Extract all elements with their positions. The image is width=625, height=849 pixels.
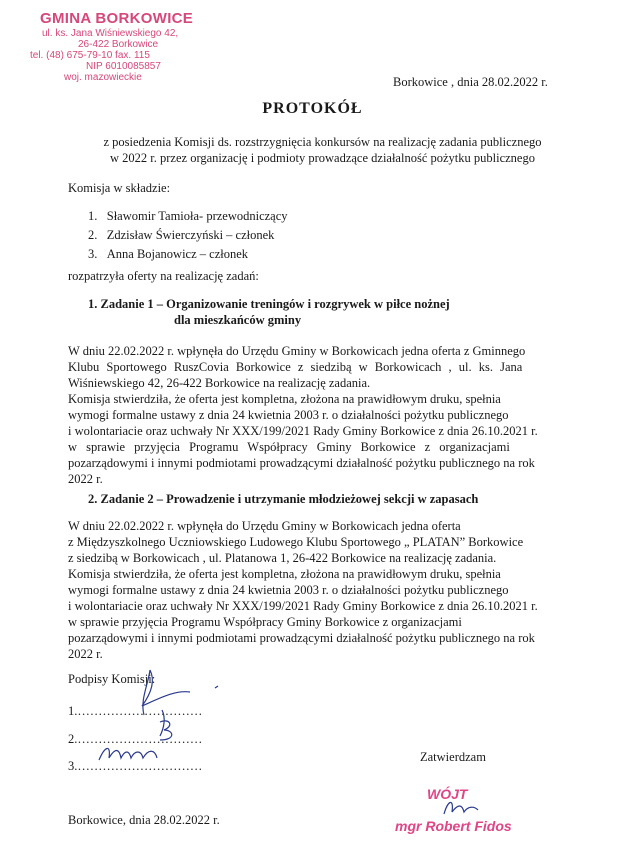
signature-line-1: 1.………………………… xyxy=(68,704,203,718)
members-list xyxy=(88,207,288,264)
stamp-line: tel. (48) 675-79-10 fax. 115 xyxy=(30,50,150,61)
stamp-line: 26-422 Borkowice xyxy=(78,39,159,50)
signature-line-2: 2.………………………… xyxy=(68,732,203,746)
list-item: 3. Anna Bojanowicz – członek xyxy=(88,247,249,261)
stamp-line: woj. mazowieckie xyxy=(64,72,142,83)
reviewed-text: rozpatrzyła oferty na realizację zadań: xyxy=(68,269,259,283)
signature-line-3: 3.………………………… xyxy=(68,759,203,773)
committee-intro: Komisja w składzie: xyxy=(68,181,171,195)
task1-heading: 1. Zadanie 1 – Organizowanie treningów i rozgrywek w piłce nożnej dla mieszkańców gminy xyxy=(88,297,450,327)
list-item: 2. Zdzisław Świerczyński – członek xyxy=(88,228,275,242)
place-date: Borkowice , dnia 28.02.2022 r. xyxy=(393,75,548,89)
subtitle-line: z posiedzenia Komisji ds. rozstrzygnięcia konkursów na realizację zadania publicznego xyxy=(103,135,542,149)
signature-scribble-3 xyxy=(95,738,175,768)
mayor-name: mgr Robert Fidos xyxy=(395,818,512,834)
signatures-label: Podpisy Komisji: xyxy=(68,672,156,686)
page-title: PROTOKÓŁ xyxy=(262,100,363,117)
task2-body: W dniu 22.02.2022 r. wpłynęła do Urzędu Gminy w Borkowicach jedna oferta z Międzyszkolnego Uczniowskiego Ludowego Klubu Sportowego „ PLATAN” Borkowice z siedzibą w Borkowicach , ul. Platanowa 1, 26-422 Borkowice na realizację zadania. Komisja stwierdziła, że oferta jest kompletna, złożona na prawidłowym druku, spełnia wymogi formalne ustawy z dnia 24 kwietnia 2003 r. o działalności pożytku publicznego i wolontariacie oraz uchwały Nr XXX/199/2021 Rady Gminy Borkowice z dnia 26.10.2021 r. w sprawie przyjęcia Programu Współpracy Gminy Borkowice z organizacjami pozarządowymi i innymi podmiotami prowadzącymi działalność pożytku publicznego na rok 2022 r. xyxy=(68,519,538,661)
stamp-name: GMINA BORKOWICE xyxy=(40,10,194,27)
mayor-signature xyxy=(440,796,490,820)
task1-body: W dniu 22.02.2022 r. wpłynęła do Urzędu Gminy w Borkowicach jedna oferta z Gminnego Klubu Sportowego RuszCovia Borkowice z siedzibą w Borkowicach , ul. ks. Jana Wiśniewskiego 42, 26-422 Borkowice na realizację zadania. Komisja stwierdziła, że oferta jest kompletna, złożona na prawidłowym druku, spełnia wymogi formalne ustawy z dnia 24 kwietnia 2003 r. o działalności pożytku publicznego i wolontariacie oraz uchwały Nr XXX/199/2021 Rady Gminy Borkowice z dnia 26.10.2021 r. w sprawie przyjęcia Programu Współpracy Gminy Borkowice z organizacjami pozarządowymi i innymi podmiotami prowadzącymi działalność pożytku publicznego na rok 2022 r. xyxy=(68,344,538,486)
mayor-title: WÓJT xyxy=(427,786,468,802)
subtitle xyxy=(40,134,605,166)
footer-date: Borkowice, dnia 28.02.2022 r. xyxy=(68,813,220,827)
task2-heading: 2. Zadanie 2 – Prowadzenie i utrzymanie młodzieżowej sekcji w zapasach xyxy=(88,492,479,506)
approve-label: Zatwierdzam xyxy=(420,750,486,764)
stamp-line: NIP 6010085857 xyxy=(86,61,161,72)
list-item: 1. Sławomir Tamioła- przewodniczący xyxy=(88,209,288,223)
subtitle-line: w 2022 r. przez organizację i podmioty prowadzące działalność pożytku publicznego xyxy=(110,151,535,165)
stamp-line: ul. ks. Jana Wiśniewskiego 42, xyxy=(42,28,179,39)
municipality-stamp xyxy=(30,10,210,83)
